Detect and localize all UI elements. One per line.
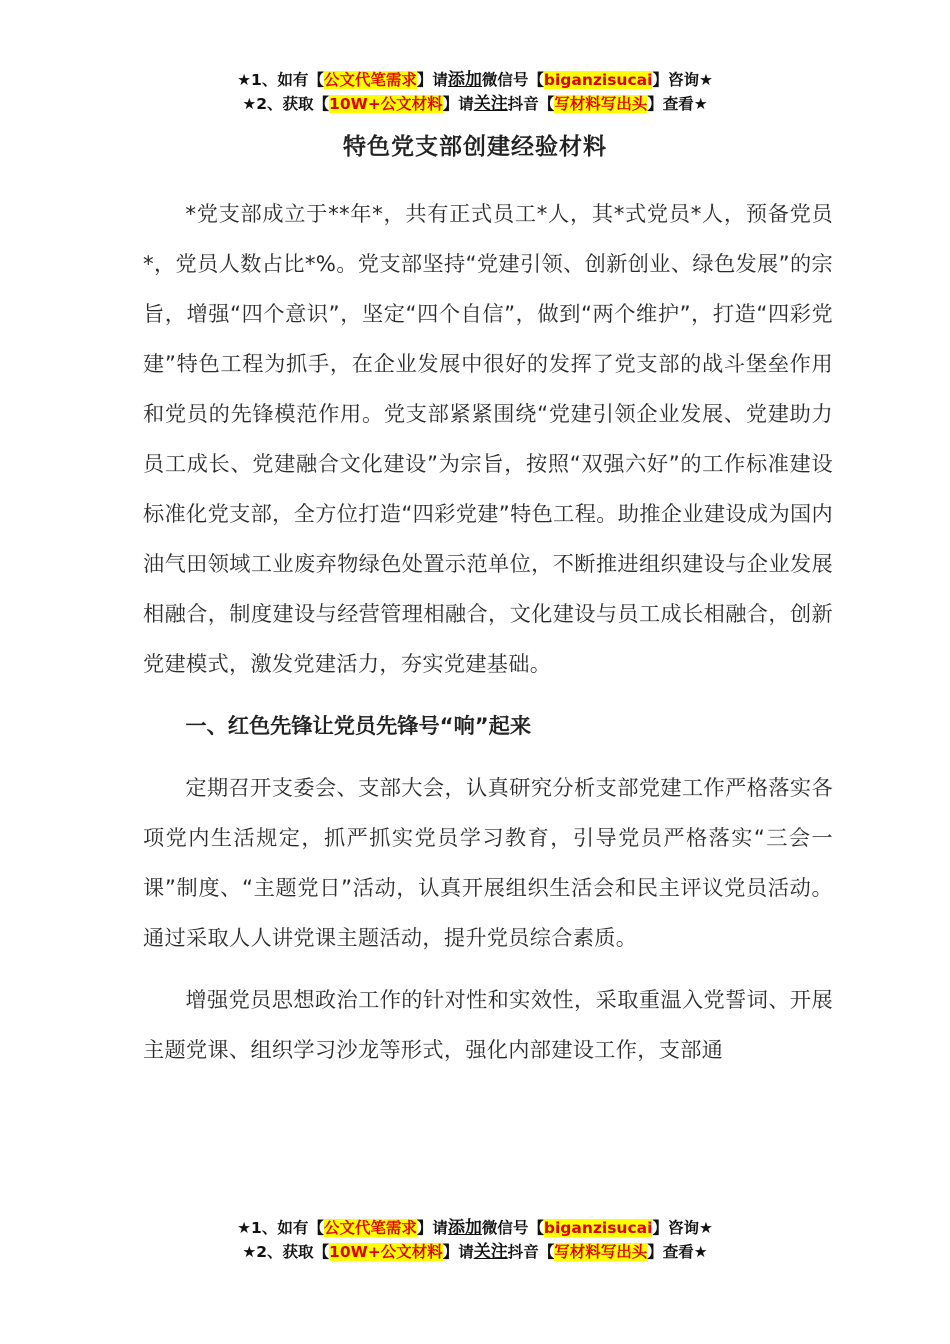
banner-text: 抖音【 xyxy=(507,1243,555,1261)
banner-highlight: 10W+公文材料 xyxy=(329,1243,443,1261)
banner-text: 】咨询★ xyxy=(652,1219,713,1237)
banner-underline: 添加 xyxy=(447,1218,482,1238)
banner-highlight: 写材料写出头 xyxy=(554,1243,648,1261)
banner-text: 】查看★ xyxy=(647,1243,708,1261)
banner-text: 】请 xyxy=(416,71,448,89)
banner-text: 】咨询★ xyxy=(652,71,713,89)
banner-text: ★1、如有【 xyxy=(237,71,324,89)
body-paragraph: 定期召开支委会、支部大会，认真研究分析支部党建工作严格落实各项党内生活规定，抓严抓实党员学习教育，引导党员严格落实“三会一课”制度、“主题党日”活动，认真开展组织生活会和民主评议党员活动。通过采取人人讲党课主题活动，提升党员综合素质。 xyxy=(143,775,833,950)
banner-text: 】请 xyxy=(416,1219,448,1237)
banner-line-1 xyxy=(0,1216,950,1240)
banner-highlight: 10W+公文材料 xyxy=(329,95,443,113)
banner-text: ★2、获取【 xyxy=(242,1243,330,1261)
banner-highlight: 公文代笔需求 xyxy=(323,71,417,89)
banner-text: 】请 xyxy=(442,95,474,113)
banner-text: ★1、如有【 xyxy=(237,1219,324,1237)
banner-text: 】请 xyxy=(442,1243,474,1261)
banner-underline: 关注 xyxy=(473,1242,508,1262)
banner-text: ★2、获取【 xyxy=(242,95,330,113)
banner-text: 微信号【 xyxy=(481,1219,544,1237)
banner-highlight: biganzisucai xyxy=(543,1219,653,1237)
banner-line-1 xyxy=(0,68,950,92)
banner-text: 微信号【 xyxy=(481,71,544,89)
banner-underline: 关注 xyxy=(473,94,508,114)
banner-highlight: biganzisucai xyxy=(543,71,653,89)
footer-banner xyxy=(0,1216,950,1264)
banner-text: 抖音【 xyxy=(507,95,555,113)
banner-highlight: 公文代笔需求 xyxy=(323,1219,417,1237)
banner-line-2 xyxy=(0,1240,950,1264)
section-heading: 一、红色先锋让党员先锋号“响”起来 xyxy=(185,713,532,738)
document-body xyxy=(143,189,833,1075)
body-paragraph: 增强党员思想政治工作的针对性和实效性，采取重温入党誓词、开展主题党课、组织学习沙龙等形式，强化内部建设工作，支部通 xyxy=(143,987,833,1062)
document-title: 特色党支部创建经验材料 xyxy=(343,134,607,160)
intro-paragraph: *党支部成立于**年*，共有正式员工*人，其*式党员*人，预备党员*，党员人数占比*%。党支部坚持“党建引领、创新创业、绿色发展”的宗旨，增强“四个意识”，坚定“四个自信”，做到“两个维护”，打造“四彩党建”特色工程为抓手，在企业发展中很好的发挥了党支部的战斗堡垒作用和党员的先锋模范作用。党支部紧紧围绕“党建引领企业发展、党建助力员工成长、党建融合文化建设”为宗旨，按照“双强六好”的工作标准建设标准化党支部，全方位打造“四彩党建”特色工程。助推企业建设成为国内油气田领域工业废弃物绿色处置示范单位，不断推进组织建设与企业发展相融合，制度建设与经营管理相融合，文化建设与员工成长相融合，创新党建模式，激发党建活力，夯实党建基础。 xyxy=(143,201,833,676)
banner-text: 】查看★ xyxy=(647,95,708,113)
banner-highlight: 写材料写出头 xyxy=(554,95,648,113)
banner-underline: 添加 xyxy=(447,70,482,90)
banner-line-2 xyxy=(0,92,950,116)
header-banner xyxy=(0,68,950,116)
